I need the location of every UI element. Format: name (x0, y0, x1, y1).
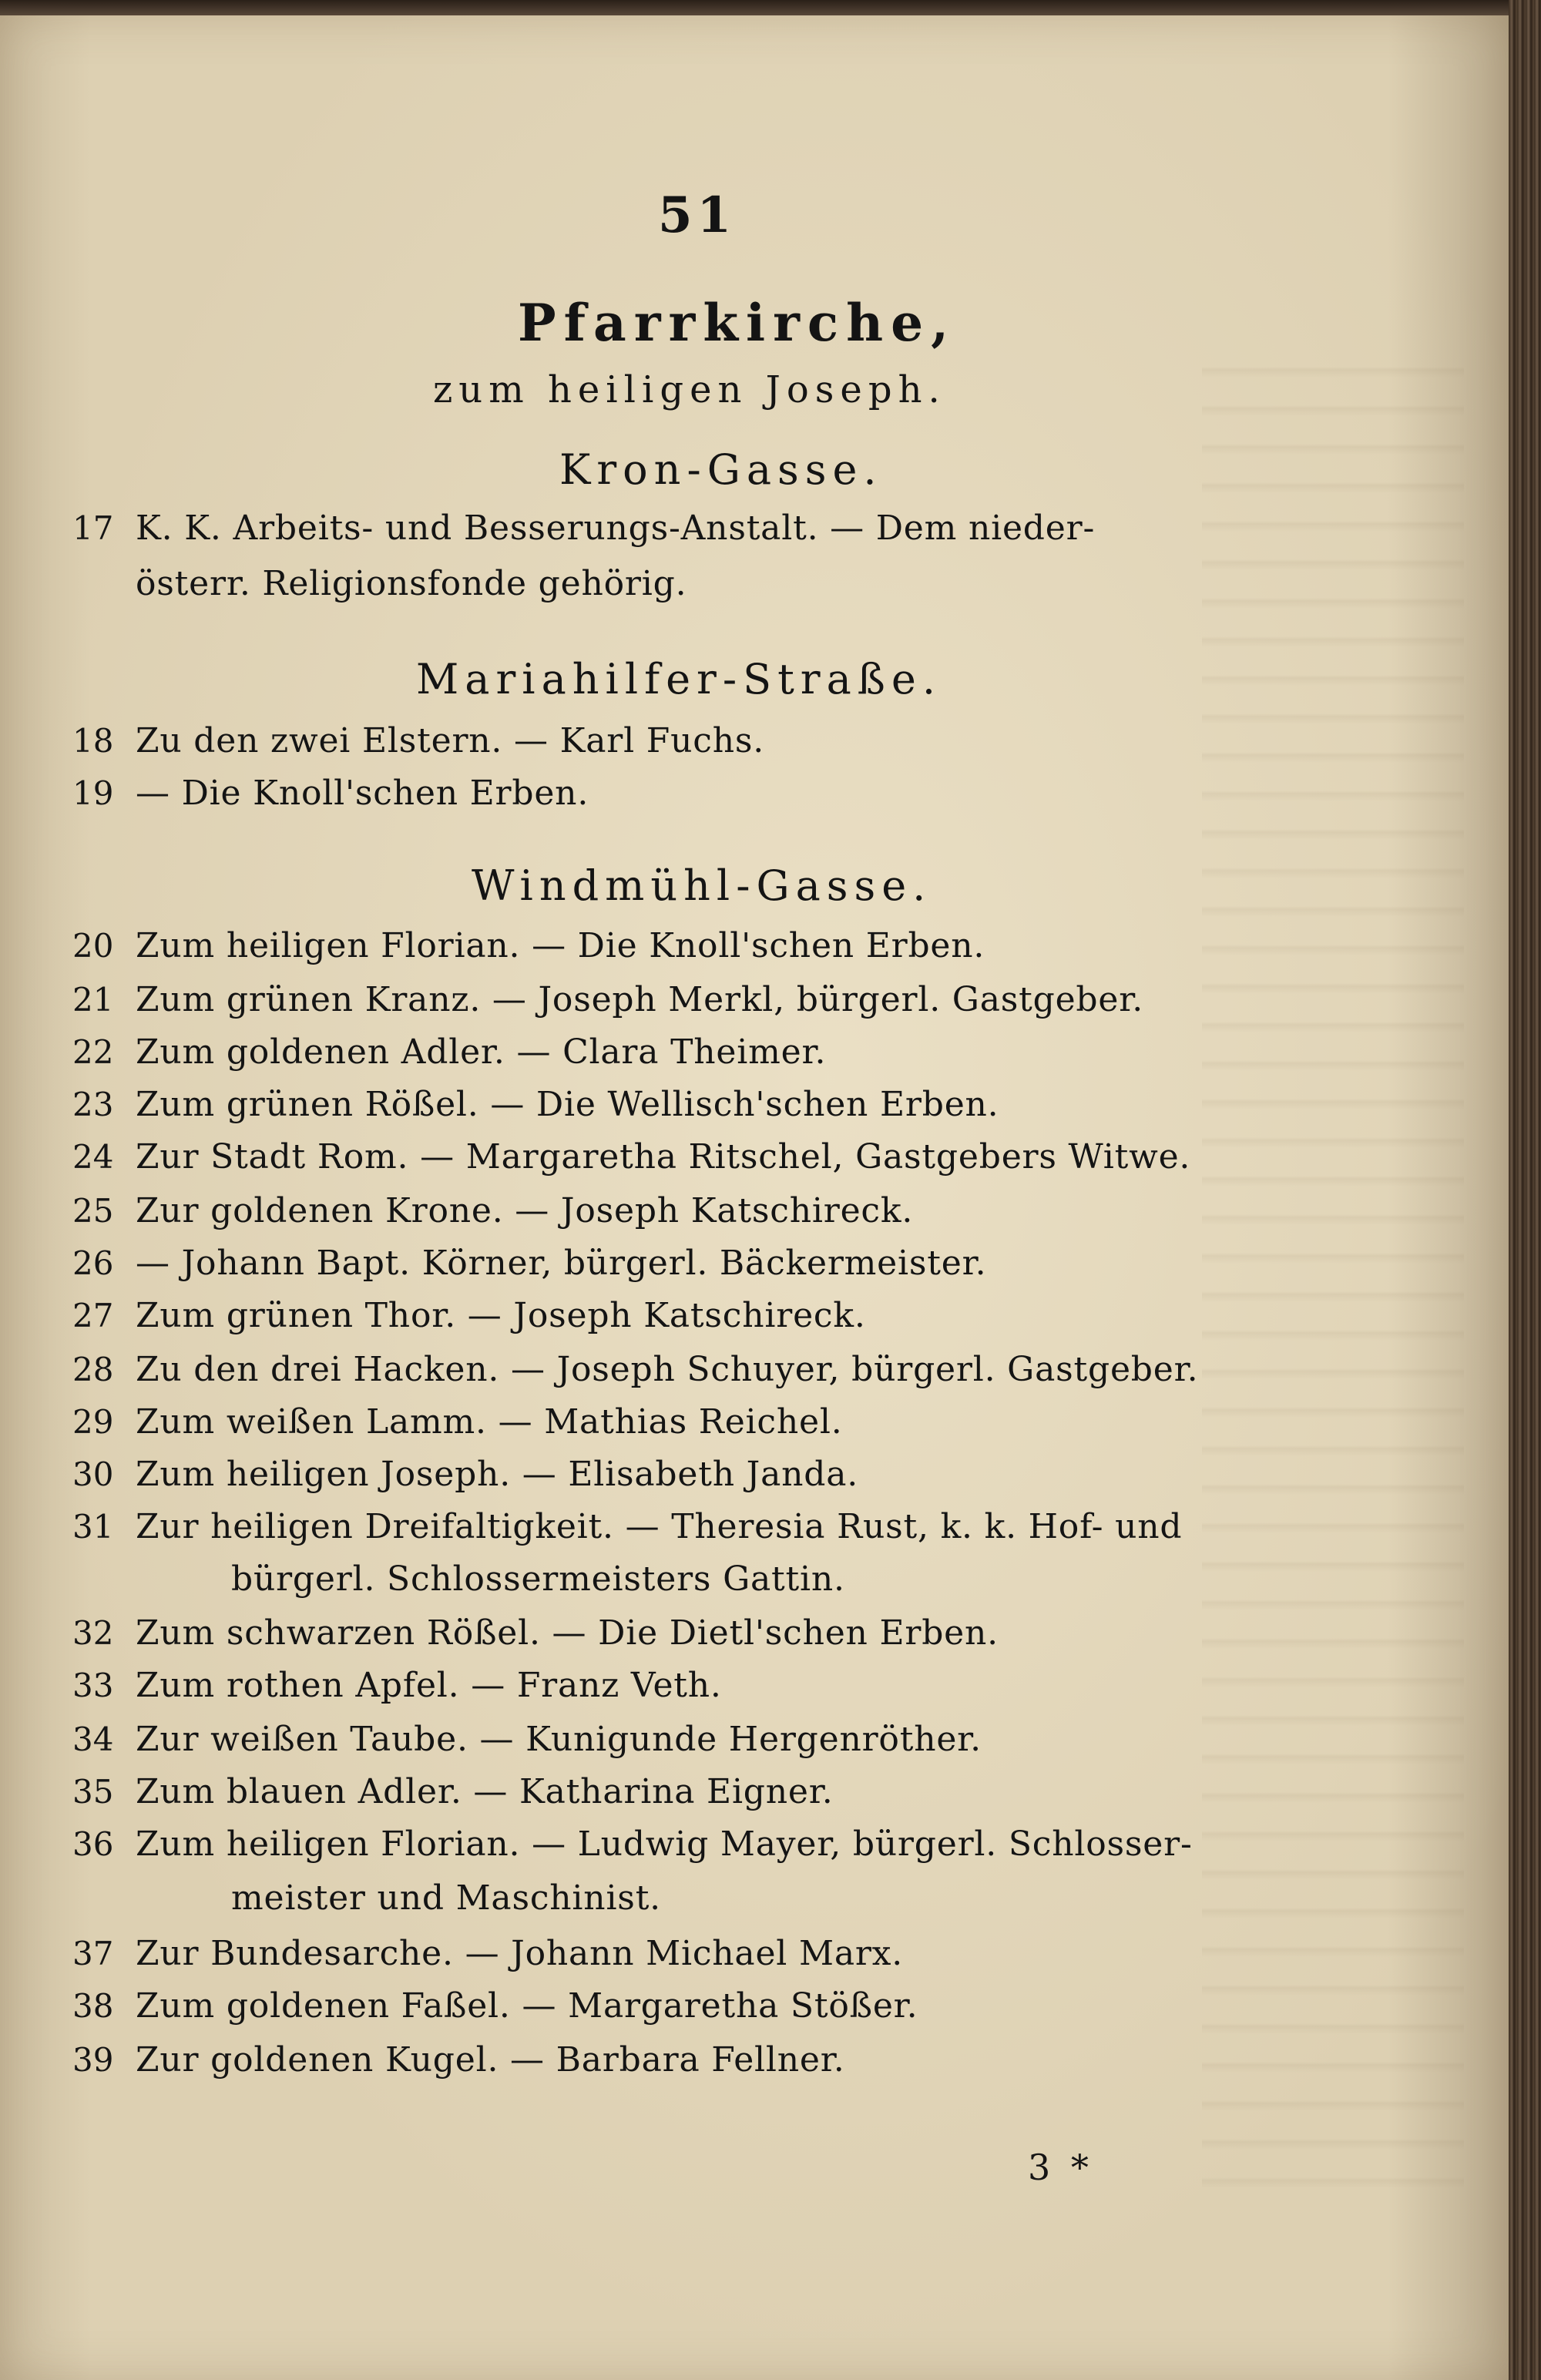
entry-30 (72, 1455, 858, 1494)
entry-text: Zur Stadt Rom. — Margaretha Ritschel, Gastgebers Witwe. (136, 1137, 1191, 1177)
entry-28 (72, 1350, 1198, 1389)
entry-18 (72, 721, 764, 760)
entry-36 (72, 1824, 1193, 1864)
entry-text: Zu den zwei Elstern. — Karl Fuchs. (136, 721, 764, 760)
house-number: 30 (72, 1455, 114, 1493)
entry-23 (72, 1085, 999, 1124)
house-number: 25 (72, 1192, 114, 1230)
house-number: 20 (72, 927, 114, 965)
house-number: 31 (72, 1508, 114, 1546)
house-number: 17 (72, 509, 114, 547)
entry-text: — Johann Bapt. Körner, bürgerl. Bäckermeister. (136, 1244, 987, 1283)
entry-21 (72, 980, 1143, 1019)
entry-text: Zur goldenen Kugel. — Barbara Fellner. (136, 2040, 845, 2080)
house-number: 38 (72, 1987, 114, 2025)
house-number: 28 (72, 1351, 114, 1388)
entry-text: Zum rothen Apfel. — Franz Veth. (136, 1666, 722, 1705)
entry-text: Zum heiligen Florian. — Ludwig Mayer, bürgerl. Schlosser- (136, 1824, 1193, 1864)
entry-29 (72, 1402, 843, 1442)
entry-text: Zur heiligen Dreifaltigkeit. — Theresia Rust, k. k. Hof- und (136, 1507, 1183, 1546)
book-spine (1509, 0, 1541, 2380)
entry-text: Zur weißen Taube. — Kunigunde Hergenröther. (136, 1720, 982, 1759)
house-number: 32 (72, 1614, 114, 1652)
entry-25 (72, 1191, 913, 1230)
parish-subheading: zum heiligen Joseph. (433, 368, 946, 411)
entry-19 (72, 774, 589, 813)
entry-22 (72, 1032, 826, 1072)
house-number: 37 (72, 1935, 114, 1972)
entry-text: Zum grünen Rößel. — Die Wellisch'schen Erben. (136, 1085, 999, 1124)
entry-text: Zum heiligen Florian. — Die Knoll'schen Erben. (136, 926, 985, 965)
house-number: 27 (72, 1297, 114, 1334)
house-number: 26 (72, 1244, 114, 1282)
house-number: 22 (72, 1033, 114, 1071)
entry-26 (72, 1244, 986, 1283)
house-number: 29 (72, 1403, 114, 1441)
entry-31 (72, 1507, 1182, 1546)
page-number: 51 (658, 186, 737, 244)
entry-27 (72, 1296, 866, 1335)
entry-35 (72, 1772, 834, 1811)
entry-text: Zum grünen Kranz. — Joseph Merkl, bürgerl. Gastgeber. (136, 980, 1144, 1019)
entry-text: Zum grünen Thor. — Joseph Katschireck. (136, 1296, 866, 1335)
entry-39 (72, 2040, 845, 2080)
book-top-edge (0, 0, 1541, 17)
house-number: 19 (72, 774, 114, 812)
show-through-texture (1202, 339, 1464, 2188)
entry-37 (72, 1934, 903, 1973)
entry-text: Zum heiligen Joseph. — Elisabeth Janda. (136, 1455, 859, 1494)
street-heading-kron-gasse: Kron-Gasse. (559, 445, 883, 494)
entry-17 (72, 509, 1095, 548)
house-number: 24 (72, 1138, 114, 1176)
house-number: 23 (72, 1086, 114, 1123)
entry-34 (72, 1720, 982, 1759)
entry-text: — Die Knoll'schen Erben. (136, 774, 589, 813)
house-number: 18 (72, 722, 114, 760)
house-number: 39 (72, 2041, 114, 2079)
house-number: 35 (72, 1773, 114, 1811)
entry-text: Zum schwarzen Rößel. — Die Dietl'schen Erben. (136, 1613, 999, 1653)
entry-text: Zur goldenen Krone. — Joseph Katschireck. (136, 1191, 914, 1230)
entry-31-continuation: bürgerl. Schlossermeisters Gattin. (231, 1559, 845, 1599)
street-heading-mariahilfer-strasse: Mariahilfer-Straße. (416, 655, 942, 703)
parish-heading: Pfarrkirche, (518, 293, 957, 353)
entry-36-continuation: meister und Maschinist. (231, 1878, 661, 1918)
page-sheet (0, 15, 1509, 2380)
entry-text: Zum blauen Adler. — Katharina Eigner. (136, 1772, 834, 1811)
entry-32 (72, 1613, 999, 1653)
entry-text: Zum weißen Lamm. — Mathias Reichel. (136, 1402, 843, 1442)
house-number: 21 (72, 981, 114, 1019)
entry-24 (72, 1137, 1190, 1177)
entry-20 (72, 926, 985, 965)
house-number: 36 (72, 1825, 114, 1863)
entry-17-continuation: österr. Religionsfonde gehörig. (136, 564, 687, 603)
entry-text: Zur Bundesarche. — Johann Michael Marx. (136, 1934, 904, 1973)
house-number: 33 (72, 1667, 114, 1704)
entry-text: K. K. Arbeits- und Besserungs-Anstalt. — Dem nieder- (136, 509, 1096, 548)
house-number: 34 (72, 1720, 114, 1758)
entry-text: Zum goldenen Adler. — Clara Theimer. (136, 1032, 827, 1072)
entry-text: Zum goldenen Faßel. — Margaretha Stößer. (136, 1986, 918, 2026)
printer-signature-mark: 3 * (1028, 2147, 1093, 2188)
street-heading-windmuehl-gasse: Windmühl-Gasse. (472, 861, 932, 910)
entry-33 (72, 1666, 722, 1705)
entry-text: Zu den drei Hacken. — Joseph Schuyer, bürgerl. Gastgeber. (136, 1350, 1199, 1389)
entry-38 (72, 1986, 918, 2026)
